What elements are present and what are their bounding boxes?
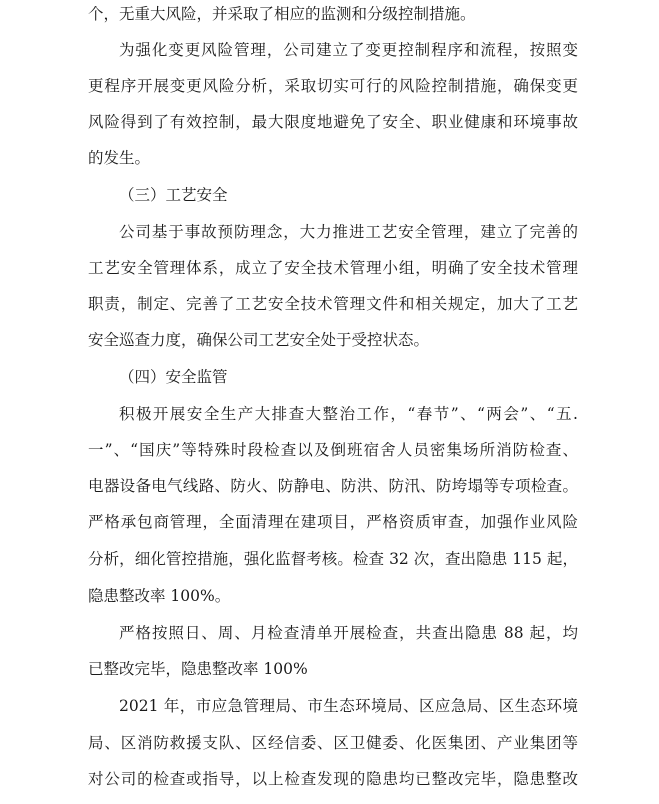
paragraph-4-line-1: 积极开展安全生产大排查大整治工作，“春节”、“两会”、“五.	[119, 405, 578, 423]
paragraph-4-line-3: 电器设备电气线路、防火、防静电、防洪、防汛、防垮塌等专项检查。	[88, 477, 578, 495]
section-heading-4: （四）安全监管	[119, 368, 228, 386]
paragraph-2-line-4: 的发生。	[88, 149, 151, 167]
paragraph-6-line-2: 局、区消防救援支队、区经信委、区卫健委、化医集团、产业集团等	[88, 734, 578, 752]
paragraph-6-line-3: 对公司的检查或指导，以上检查发现的隐患均已整改完毕，隐患整改	[88, 770, 578, 788]
paragraph-3-line-1: 公司基于事故预防理念，大力推进工艺安全管理，建立了完善的	[119, 223, 578, 241]
paragraph-1-line-1: 个，无重大风险，并采取了相应的监测和分级控制措施。	[88, 5, 476, 23]
paragraph-3-line-3: 职责，制定、完善了工艺安全技术管理文件和相关规定，加大了工艺	[88, 295, 578, 313]
paragraph-2-line-2: 更程序开展变更风险分析，采取切实可行的风险控制措施，确保变更	[88, 77, 578, 95]
paragraph-2-line-1: 为强化变更风险管理，公司建立了变更控制程序和流程，按照变	[119, 41, 578, 59]
paragraph-6-line-1: 2021 年，市应急管理局、市生态环境局、区应急局、区生态环境	[119, 697, 578, 715]
paragraph-4-line-2: 一”、“国庆”等特殊时段检查以及倒班宿舍人员密集场所消防检查、	[88, 441, 578, 459]
paragraph-5-line-1: 严格按照日、周、月检查清单开展检查，共查出隐患 88 起，均	[119, 624, 578, 642]
section-heading-3: （三）工艺安全	[119, 186, 228, 204]
paragraph-3-line-4: 安全巡查力度，确保公司工艺安全处于受控状态。	[88, 331, 430, 349]
paragraph-4-line-6: 隐患整改率 100%。	[88, 587, 231, 605]
paragraph-4-line-5: 分析，细化管控措施，强化监督考核。检查 32 次，查出隐患 115 起，	[88, 550, 578, 568]
paragraph-3-line-2: 工艺安全管理体系，成立了安全技术管理小组，明确了安全技术管理	[88, 259, 578, 277]
paragraph-4-line-4: 严格承包商管理，全面清理在建项目，严格资质审查，加强作业风险	[88, 513, 578, 531]
paragraph-2-line-3: 风险得到了有效控制，最大限度地避免了安全、职业健康和环境事故	[88, 113, 578, 131]
paragraph-5-line-2: 已整改完毕，隐患整改率 100%	[88, 660, 308, 678]
